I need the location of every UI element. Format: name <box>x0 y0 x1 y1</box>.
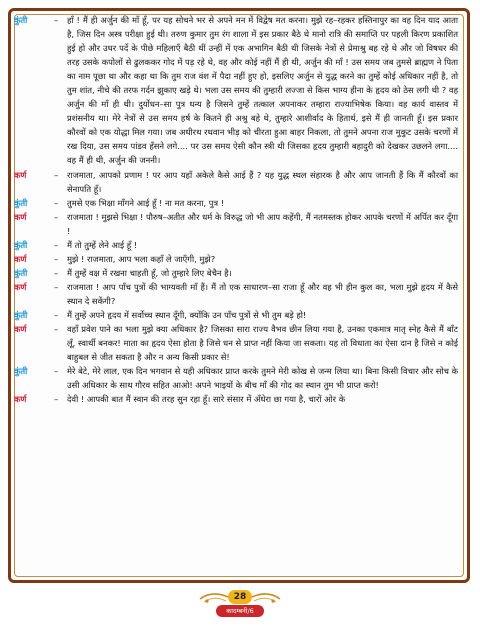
speaker-kunti: कुंती <box>14 239 28 250</box>
dialogue-dash: – <box>54 324 59 335</box>
dialogue-row <box>14 210 458 238</box>
dialogue-text: मैं तुम्हें अपने हृदय में सर्वोच्च स्थान दूँगी, क्योंकि उन पाँच पुत्रों से भी तुम बड़े हो! <box>67 309 307 320</box>
dialogue-dash: – <box>54 211 59 222</box>
dialogue-dash: – <box>54 281 59 292</box>
dialogue-row <box>14 252 458 266</box>
speaker-kunti: कुंती <box>14 15 28 25</box>
speaker-karna: कर्ण <box>14 281 27 292</box>
dialogue-row <box>14 364 458 392</box>
dialogue-text: तुमसे एक भिक्षा माँगने आई हूँ ! ना मत करना, पुत्र ! <box>67 197 225 208</box>
dialogue-row <box>14 196 458 210</box>
speaker-karna: कर्ण <box>14 169 27 180</box>
dialogue-dash: – <box>54 309 59 320</box>
dialogue-text: हाँ ! मैं ही अर्जुन की माँ हूँ, पर यह सोचने भर से अपने मन में विद्वेष मत करना। मुझे रह–रहकर हस्तिनापुर का वह दिन याद आता है, जिस दिन अस्त्र परीक्षा हुई थी। तरुण कुमार तुम रंग शाला में इस प्रकार बैठे थे मानो रात्रि की समाप्ति पर पहली किरण प्रकाशित हुई हो और उधर पर्दे के पीछे महिलाएँ बैठी थीं उन्हीं में एक अभागिन बैठी थी जिसके नेत्रों से प्रेमाश्रु बह रहे थे और जो विषधर की तरह उसके कपोलों से ढुलककर गोद में पड़ रहे थे, वह और कोई नहीं मैं ही थी, अर्जुन की माँ ! उस समय जब तुमसे ब्राह्मण ने पिता का नाम पूछा था और कहा था कि तुम राज वंश में पैदा नहीं हुए हो, इसलिए अर्जुन से युद्ध करने का तुम्हें कोई अधिकार नहीं है, तो तुम शांत, नीचे की तरफ गर्दन झुकाए खड़े थे। भला उस समय की तुम्हारी लज्जा से किस भाग्य हीना के हृदय को ठेस लगी थी ? वह अर्जुन की माँ ही थी। दुर्योधन–सा पुत्र धन्य है जिसने तुम्हें तत्काल अपनाकर तम्हारा राज्याभिषेक किया। वह कार्य वास्तव में प्रशंसनीय था। मेरे नेत्रों से उस समय हर्ष के कितने ही अश्रु बहे थे, तुम्हारे आशीर्वाद के हितार्थ, इसे मैं ही जानती हूँ। इस प्रकार कौरवों को एक योद्धा मिल गया। जब अधीरथ रथवान भीड़ को चीरता हुआ बाहर निकला, तो तुमने अपना राज मुकुट उसके चरणों में रख दिया, उस समय पांडव हँसने लगे.... पर उस समय ऐसी कौन स्त्री थी जिसका हृदय तुम्हारी बहादुरी को देखकर उछलने लगा.... वह मैं ही थी, अर्जुन की जननी। <box>67 15 458 166</box>
dialogue-row <box>14 322 458 364</box>
speaker-kunti: कुंती <box>14 309 28 320</box>
speaker-kunti: कुंती <box>14 267 28 278</box>
dialogue-row <box>14 280 458 308</box>
speaker-karna: कर्ण <box>14 324 27 335</box>
dialogue-row <box>14 238 458 252</box>
dialogue-row <box>14 392 458 406</box>
dialogue-text: मेरे बेटे, मेरे लाल, एक दिन भगवान से यही अधिकार प्राप्त करके तुमने मेरी कोख से जन्म लिया था। बिना किसी विचार और सोच के उसी अधिकार के साथ गौरव सहित आओ! अपने भाइयों के बीच माँ की गोद का स्थान तुम भी प्राप्त करो! <box>67 366 458 391</box>
dialogue-container <box>14 13 458 406</box>
dialogue-text: राजमाता ! आप पाँच पुत्रों की भाग्यवती माँ हैं। मैं तो एक साधारण–सा राजा हूँ और वह भी हीन कुल का, भला मुझे हृदय में कैसे स्थान दे सकेंगी? <box>67 281 458 306</box>
dialogue-row <box>14 13 458 168</box>
dialogue-text: राजमाता, आपको प्रणाम ! पर आप यहाँ अकेले कैसे आई हैं ? यह युद्ध स्थल संहारक है और आप जानती हैं कि मैं कौरवों का सेनापति हूँ। <box>67 169 458 194</box>
dialogue-text: राजमाता ! मुझसे भिक्षा ! पौरुष–अतीत और धर्म के विरुद्ध जो भी आप कहेंगी, मैं नतमस्तक होकर आपके चरणों में अर्पित कर दूँगा ! <box>67 211 458 236</box>
dialogue-dash: – <box>54 239 59 250</box>
dialogue-dash: – <box>54 394 59 405</box>
speaker-karna: कर्ण <box>14 253 27 264</box>
dialogue-row <box>14 266 458 280</box>
page-footer-ornament <box>198 590 282 620</box>
dialogue-dash: – <box>54 366 59 377</box>
dialogue-row <box>14 308 458 322</box>
speaker-kunti: कुंती <box>14 366 28 377</box>
dialogue-text: देवी ! आपकी बात मैं स्वान की तरह सुन रहा हूँ। सारे संसार में अँधेरा छा गया है, चारों ओर के <box>67 394 346 405</box>
dialogue-dash: – <box>54 253 59 264</box>
dialogue-dash: – <box>54 267 59 278</box>
dialogue-text: मुझे ! राजमाता, आप भला कहाँ ले जाएँगी, मुझे? <box>67 253 216 264</box>
speaker-kunti: कुंती <box>14 197 28 208</box>
dialogue-text: मैं तुम्हें वक्ष में रखना चाहती हूँ, जो तुम्हारे लिए बेचैन है। <box>67 267 232 278</box>
page-number: 28 <box>228 590 252 604</box>
speaker-karna: कर्ण <box>14 394 27 405</box>
speaker-karna: कर्ण <box>14 211 27 222</box>
dialogue-text: मैं तो तुम्हें लेने आई हूँ ! <box>67 239 138 250</box>
dialogue-dash: – <box>54 15 59 25</box>
book-label: कादम्बनी/6 <box>216 605 264 617</box>
dialogue-dash: – <box>54 169 59 180</box>
dialogue-dash: – <box>54 197 59 208</box>
dialogue-row <box>14 168 458 196</box>
dialogue-text: वहाँ प्रवेश पाने का भला मुझे क्या अधिकार है? जिसका सारा राज्य वैभव छीन लिया गया है, उनका एकमात्र मातृ स्नेह कैसे मैं बाँट लूँ, स्वार्थी बनकर! माता का हृदय ऐसा होता है जिसे धन से प्राप्त नहीं किया जा सकता। यह तो विधाता का ऐसा दान है जिसे न कोई बाहुबल से जीत सकता है और न अन्य किसी प्रकार से! <box>67 324 458 363</box>
